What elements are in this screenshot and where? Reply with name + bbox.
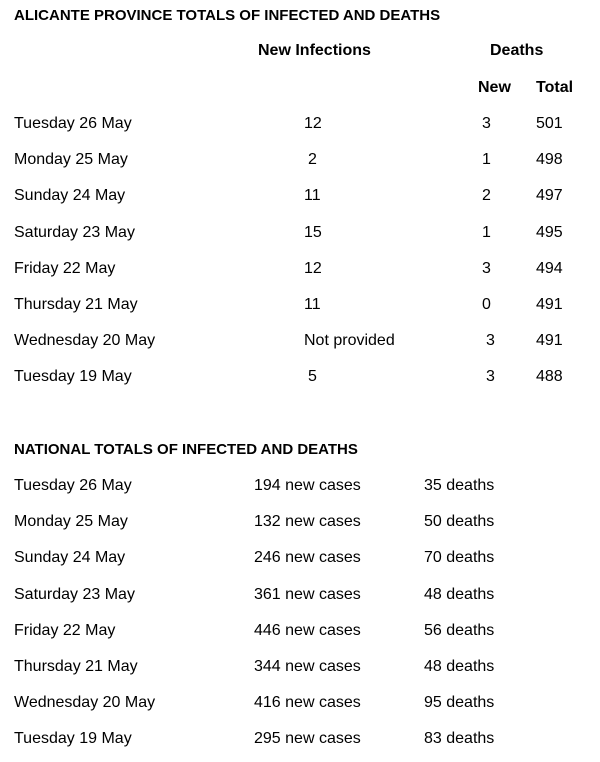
alicante-title: ALICANTE PROVINCE TOTALS OF INFECTED AND DEATHS: [14, 7, 441, 24]
alicante-row-new-deaths: 3: [486, 368, 495, 385]
alicante-row-new-deaths: 1: [482, 151, 491, 168]
alicante-row-infections: 12: [304, 115, 322, 132]
alicante-row-total-deaths: 491: [536, 296, 563, 313]
header-total: Total: [536, 79, 574, 96]
national-row-deaths: 50 deaths: [424, 513, 495, 530]
alicante-row-total-deaths: 498: [536, 151, 563, 168]
alicante-row-infections: 11: [304, 296, 321, 313]
alicante-row-day: Thursday 21 May: [14, 296, 138, 313]
alicante-row-new-deaths: 3: [486, 332, 495, 349]
national-row-cases: 416 new cases: [254, 694, 361, 711]
alicante-row-new-deaths: 2: [482, 187, 491, 204]
national-row-day: Tuesday 19 May: [14, 730, 132, 747]
national-row-day: Thursday 21 May: [14, 658, 138, 675]
alicante-row-infections: 12: [304, 260, 322, 277]
national-row-deaths: 48 deaths: [424, 658, 495, 675]
alicante-row-total-deaths: 497: [536, 187, 563, 204]
national-row-cases: 194 new cases: [254, 477, 361, 494]
alicante-row-total-deaths: 501: [536, 115, 563, 132]
alicante-row-infections: 2: [308, 151, 317, 168]
national-row-day: Saturday 23 May: [14, 586, 135, 603]
header-deaths: Deaths: [490, 42, 544, 59]
alicante-row-infections: 5: [308, 368, 317, 385]
alicante-row-new-deaths: 0: [482, 296, 491, 313]
alicante-row-day: Tuesday 26 May: [14, 115, 132, 132]
national-row-day: Wednesday 20 May: [14, 694, 156, 711]
national-row-deaths: 48 deaths: [424, 586, 495, 603]
national-row-day: Sunday 24 May: [14, 549, 126, 566]
national-row-cases: 361 new cases: [254, 586, 361, 603]
alicante-row-day: Monday 25 May: [14, 151, 128, 168]
alicante-row-total-deaths: 494: [536, 260, 563, 277]
national-row-day: Tuesday 26 May: [14, 477, 132, 494]
national-row-day: Friday 22 May: [14, 622, 116, 639]
national-title: NATIONAL TOTALS OF INFECTED AND DEATHS: [14, 441, 358, 458]
alicante-row-new-deaths: 1: [482, 224, 491, 241]
alicante-row-total-deaths: 491: [536, 332, 563, 349]
alicante-row-infections: Not provided: [304, 332, 395, 349]
national-row-cases: 295 new cases: [254, 730, 361, 747]
alicante-row-total-deaths: 495: [536, 224, 563, 241]
national-row-cases: 446 new cases: [254, 622, 361, 639]
alicante-row-day: Sunday 24 May: [14, 187, 126, 204]
header-new: New: [478, 79, 511, 96]
alicante-row-day: Friday 22 May: [14, 260, 116, 277]
national-row-cases: 344 new cases: [254, 658, 361, 675]
national-row-deaths: 35 deaths: [424, 477, 495, 494]
alicante-row-day: Saturday 23 May: [14, 224, 135, 241]
national-row-deaths: 70 deaths: [424, 549, 495, 566]
alicante-row-day: Tuesday 19 May: [14, 368, 132, 385]
alicante-row-infections: 11: [304, 187, 321, 204]
national-row-cases: 132 new cases: [254, 513, 361, 530]
national-row-deaths: 56 deaths: [424, 622, 495, 639]
alicante-row-new-deaths: 3: [482, 260, 491, 277]
national-row-deaths: 95 deaths: [424, 694, 495, 711]
alicante-row-new-deaths: 3: [482, 115, 491, 132]
national-row-deaths: 83 deaths: [424, 730, 495, 747]
header-new-infections: New Infections: [258, 42, 371, 59]
national-row-cases: 246 new cases: [254, 549, 361, 566]
alicante-row-total-deaths: 488: [536, 368, 563, 385]
alicante-row-infections: 15: [304, 224, 322, 241]
national-row-day: Monday 25 May: [14, 513, 128, 530]
alicante-row-day: Wednesday 20 May: [14, 332, 156, 349]
